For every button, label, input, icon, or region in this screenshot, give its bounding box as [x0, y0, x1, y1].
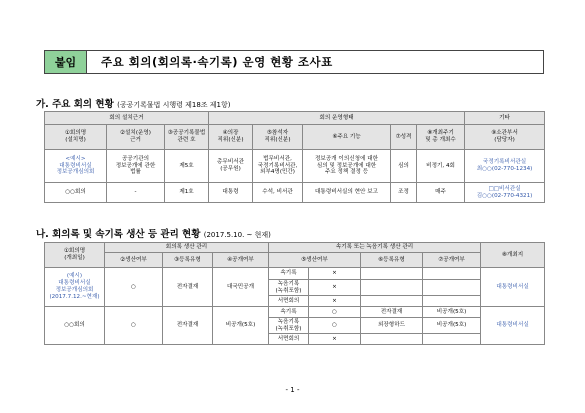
record-open-cell: 비공개(5호)	[423, 318, 481, 334]
record-reg-type-cell	[361, 334, 423, 345]
col-open: ④공개여부	[213, 253, 269, 268]
record-reg-type-cell: 외장형하드	[361, 318, 423, 334]
table-cell: 제1호	[165, 183, 209, 203]
table-row	[45, 307, 545, 318]
record-reg-type-cell: 전자결재	[361, 307, 423, 318]
table-cell: 심의	[391, 150, 417, 183]
record-produced-cell: ×	[309, 268, 361, 280]
table-cell: 법무비서관, 국정기록비서관, 외부4명(민간)	[253, 150, 303, 183]
col-meeting-name: ①회의명 (개최일)	[45, 243, 105, 268]
column-header: ⑧개최주기 및 총 개최수	[417, 125, 465, 150]
table-row	[45, 268, 545, 280]
produced-cell: ○	[105, 268, 163, 307]
group-header-stenography: 속기록 또는 녹음기록 생산 관리	[269, 243, 481, 253]
attachment-badge: 붙임	[45, 51, 87, 73]
column-header: ②설치(운영) 근거	[107, 125, 165, 150]
table-cell: 총무비서관 (공무원)	[209, 150, 253, 183]
column-header: ⑦성격	[391, 125, 417, 150]
table-cell: 매주	[417, 183, 465, 203]
col-produced: ②생산여부	[105, 253, 163, 268]
record-open-cell	[423, 280, 481, 296]
produced-cell: ○	[105, 307, 163, 345]
open-cell: 비공개(5호)	[213, 307, 269, 345]
col-steno-reg-type: ⑥등록유형	[361, 253, 423, 268]
page-number: - 1 -	[285, 386, 300, 394]
meeting-name-cell: ○○회의	[45, 307, 105, 345]
reg-type-cell: 전자결재	[163, 307, 213, 345]
col-steno-open: ⑦공개여부	[423, 253, 481, 268]
column-header: ⑥주요 기능	[303, 125, 391, 150]
record-open-cell	[423, 334, 481, 345]
table-cell: 수석, 비서관	[253, 183, 303, 203]
record-open-cell	[423, 268, 481, 280]
record-produced-cell: ×	[309, 296, 361, 307]
record-reg-type-cell	[361, 296, 423, 307]
venue-cell: 대통령비서실	[481, 268, 545, 307]
record-open-cell	[423, 296, 481, 307]
record-type-cell: 속기록	[269, 268, 309, 280]
record-type-cell: 녹음기록 (녹취포함)	[269, 318, 309, 334]
title-box	[44, 50, 544, 74]
table-cell: 비정기, 4회	[417, 150, 465, 183]
record-type-cell: 녹음기록 (녹취포함)	[269, 280, 309, 296]
record-reg-type-cell	[361, 268, 423, 280]
table-cell: 제5호	[165, 150, 209, 183]
table-cell: 공공기관의 정보공개에 관한 법률	[107, 150, 165, 183]
record-produced-cell: ○	[309, 307, 361, 318]
record-produced-cell: ○	[309, 318, 361, 334]
section2-heading	[36, 226, 271, 240]
column-header: ⑨소관부서 (담당자)	[465, 125, 545, 150]
record-production-table	[44, 242, 545, 345]
table-cell: 정보공개 이의신청에 대한 심의 및 정보공개에 대한 주요 정책 결정 등	[303, 150, 391, 183]
table-cell: 국정기록비서관실 최○○(02-770-1234)	[465, 150, 545, 183]
table-cell: □□비서관실 김○○(02-770-4321)	[465, 183, 545, 203]
group-header-minutes: 회의록 생산 관리	[105, 243, 269, 253]
record-reg-type-cell	[361, 280, 423, 296]
meeting-name-cell: (예시) 대통령비서실 정보공개심의회 (2017.7.12.~현재)	[45, 268, 105, 307]
column-header: ⑤참석자 직위(신분)	[253, 125, 303, 150]
col-steno-produced: ⑤생산여부	[269, 253, 361, 268]
reg-type-cell: 전자결재	[163, 268, 213, 307]
open-cell: 대국민공개	[213, 268, 269, 307]
section1-note: (공공기록물법 시행령 제18조 제1항)	[117, 101, 231, 109]
table-cell: 대통령	[209, 183, 253, 203]
document-title: 주요 회의(회의록·속기록) 운영 현황 조사표	[101, 55, 333, 69]
column-header: ④의장 직위(신분)	[209, 125, 253, 150]
column-header: ①회의명 (설치명)	[45, 125, 107, 150]
venue-cell: 대통령비서실	[481, 307, 545, 345]
record-open-cell: 비공개(5호)	[423, 307, 481, 318]
table-cell: <예시> 대통령비서실 정보공개심의회	[45, 150, 107, 183]
table-cell: 조정	[391, 183, 417, 203]
record-type-cell: 서면회의	[269, 296, 309, 307]
section1-heading	[36, 96, 231, 110]
col-venue: ⑧개최지	[481, 243, 545, 268]
record-type-cell: 속기록	[269, 307, 309, 318]
section1-title: 가. 주요 회의 현황	[36, 99, 114, 110]
record-produced-cell: ×	[309, 334, 361, 345]
group-header-operation: 회의 운영형태	[209, 112, 465, 125]
section2-note: (2017.5.10. ~ 현재)	[203, 231, 271, 239]
table-cell: -	[107, 183, 165, 203]
record-produced-cell: ×	[309, 280, 361, 296]
group-header-basis: 회의 설치근거	[45, 112, 209, 125]
section2-title: 나. 회의록 및 속기록 생산 등 관리 현황	[36, 229, 201, 240]
record-type-cell: 서면회의	[269, 334, 309, 345]
table-cell: 대통령비서실의 현안 보고	[303, 183, 391, 203]
table-cell: ○○회의	[45, 183, 107, 203]
group-header-etc: 기타	[465, 112, 545, 125]
meeting-status-table	[44, 111, 545, 203]
col-reg-type: ③등록유형	[163, 253, 213, 268]
column-header: ③공공기록물법 관련 호	[165, 125, 209, 150]
